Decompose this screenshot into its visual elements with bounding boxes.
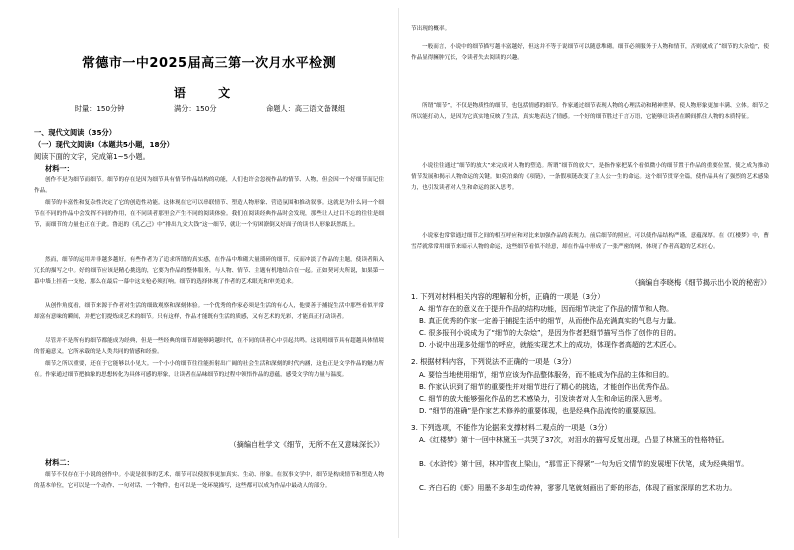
paragraph: 一般而言，小说中的细节描写越丰富越好，但这并不等于说细节可以随意堆砌。细节必须服务于人物和情节，否则就成了“细节的大杂烩”，使作品显得臃肿冗长，令读者失去阅读的兴趣。 xyxy=(411,44,769,62)
paragraph: 细节之所以重要，还在于它能够以小见大。一个小小的细节往往能折射出广阔的社会生活和深刻的时代内涵，这也正是文学作品的魅力所在。作家通过细节把抽象的思想转化为具体可感的形象，让读者在品味细节的过程中领悟作品的意蕴，感受文学的力量与温度。 xyxy=(34,361,384,379)
paragraph: 小说往往通过“细节的放大”来完成对人物的塑造。所谓“细节的放大”，是指作家把某个看似微小的细节置于作品的重要位置，使之成为推动情节发展和揭示人物命运的关键。如莫泊桑的《项链》，一条假项链改变了主人公一生的命运。这个细节贯穿全篇，使作品具有了强烈的艺术感染力，也引发读者对人生和命运的深入思考。 xyxy=(411,163,769,192)
paragraph: 尽管并不是所有的细节都能成为经典，但是一些经典的细节却能够跨越时代，在不同的读者心中引起共鸣。这说明细节具有超越具体情境的普遍意义，它所承载的是人类共同的情感和经验。 xyxy=(34,338,384,356)
paragraph: 细节不仅存在于小说的创作中。小说是叙事的艺术，细节可以使叙事更加真实、生动、形象。在叙事文学中，细节是构成情节和塑造人物的基本单位，它可以是一个动作、一句对话、一个物件，也可以是一处环境描写，这些都可以成为作品中最动人的部分。 xyxy=(34,472,384,490)
author: 命题人：高三语文备课组 xyxy=(266,104,346,113)
paragraph: 小说家也常常通过细节之间的相互呼应和对比来加强作品的表现力。前后细节的照应，可以使作品结构严谨，意蕴深厚。在《红楼梦》中，曹雪芹就常常用细节来暗示人物的命运，这些细节看似不经意，却在作品中形成了一张严密的网，体现了作者高超的艺术匠心。 xyxy=(411,233,769,251)
option: C. 细节的放大能够强化作品的艺术感染力，引发读者对人生和命运的深入思考。 xyxy=(419,395,667,403)
option: D. 小说中出现多处细节的呼应，就能实现艺术上的成功，体现作者高超的艺术匠心。 xyxy=(419,341,681,349)
section-title: 一、现代文阅读（35分） xyxy=(34,128,116,137)
instruction: 阅读下面的文字，完成第1~5小题。 xyxy=(34,152,150,161)
time-limit: 时量：150分钟 xyxy=(74,104,125,113)
option: B.《水浒传》第十回，林冲雪夜上梁山，“那雪正下得紧”一句为后文情节的发展埋下伏笔，成为经典细节。 xyxy=(419,460,749,468)
part-title: （一）现代文阅读Ⅰ（本题共5小题，18分） xyxy=(34,140,174,149)
option: B. 真正优秀的作家一定善于捕捉生活中的细节，从而使作品充满真实的气息与力量。 xyxy=(419,317,681,325)
option: C. 齐白石的《虾》用墨不多却生动传神，寥寥几笔就刻画出了虾的形态，体现了画家深厚的艺术功力。 xyxy=(419,484,737,492)
option: A. 细节存在的意义在于提升作品的结构功能，因而细节决定了作品的情节和人物。 xyxy=(419,305,674,313)
source-citation: （摘编自李晓梅《细节揭示出小说的秘密》） xyxy=(630,278,771,287)
paragraph: 然而，细节的运用并非越多越好。有些作者为了追求所谓的真实感，在作品中堆砌大量琐碎的细节，反而冲淡了作品的主题，使读者陷入冗长的描写之中。好的细节应该是精心挑选的，它要为作品的整体服务，与人物、情节、主题有机地结合在一起。正如契诃夫所说，如果第一幕中墙上挂着一支枪，那么在最后一幕中这支枪必须打响。细节的选择体现了作者的艺术眼光和审美追求。 xyxy=(34,257,384,286)
paragraph: 节出现的概率。 xyxy=(411,26,451,32)
subject-title: 语 文 xyxy=(173,86,245,100)
question-2: 2. 根据材料内容，下列说法不正确的一项是（3分） xyxy=(411,357,576,366)
source-citation: （摘编自杜学文《细节，无所不在又意味深长》） xyxy=(229,440,384,449)
option: B. 作家认识到了细节的重要性并对细节进行了精心的挑选，才能创作出优秀作品。 xyxy=(419,383,674,391)
option: A. 要恰当地使用细节，细节应该为作品整体服务，而不能成为作品的主体和目的。 xyxy=(419,371,674,379)
paragraph: 细节的丰富性和复杂性决定了它的创造性功能。这体现在它可以串联情节、塑造人物形象、营造氛围和推动叙事。这就是为什么同一个细节在不同的作品中会发挥不同的作用，在不同读者那里会产生不同的阅读体验。我们在阅读经典作品时会发现，那些让人过目不忘的往往是细节，而细节的力量也正在于此。鲁迅的《孔乙己》中“排出九文大钱”这一细节，就让一个穷困潦倒又好面子的读书人形象跃然纸上。 xyxy=(34,200,384,229)
paragraph: 创作不是为细节而细节。细节的存在是因为细节具有情节作品结构的功能，人们也许会忽视作品的情节、人物，但会因一个好细节而记住作品。 xyxy=(34,177,384,195)
material2-label: 材料二： xyxy=(45,458,74,467)
option: C. 很多报刊小说成为了“细节的大杂烩”，是因为作者把细节描写当作了创作的目的。 xyxy=(419,329,681,337)
exam-title: 常德市一中2025届高三第一次月水平检测 xyxy=(81,56,337,71)
option: A.《红楼梦》第十一回中林黛玉一共哭了37次，对泪水的描写反复出现，凸显了林黛玉的性格特征。 xyxy=(419,436,729,444)
full-score: 满分：150分 xyxy=(174,104,217,113)
material1-label: 材料一： xyxy=(45,164,74,173)
paragraph: 从创作角度看，细节来源于作者对生活的细致观察和深刻体验。一个优秀的作家必须是生活的有心人，他要善于捕捉生活中那些看似平常却富有意味的瞬间，并把它们提炼成艺术的细节。只有这样，作品才能既有生活的质感，又有艺术的光彩，才能真正打动读者。 xyxy=(34,303,384,321)
paragraph: 所谓“细节”，不仅是物质性的细节，也包括情感的细节。作家通过细节表现人物的心理活动和精神世界，使人物形象更加丰满、立体。细节之所以能打动人，是因为它真实地反映了生活，真实地表达了情感。一个好的细节胜过千言万语，它能够让读者在瞬间抓住人物的本质特征。 xyxy=(411,103,769,121)
column-divider xyxy=(398,8,399,538)
option: D. “细节的准确”是作家艺术修养的重要体现，也是经典作品流传的重要原因。 xyxy=(419,407,661,415)
question-3: 3. 下列选项，不能作为论据来支撑材料二观点的一项是（3分） xyxy=(411,423,612,432)
question-1: 1. 下列对材料相关内容的理解和分析，正确的一项是（3分） xyxy=(411,292,605,301)
exam-meta xyxy=(50,104,370,114)
